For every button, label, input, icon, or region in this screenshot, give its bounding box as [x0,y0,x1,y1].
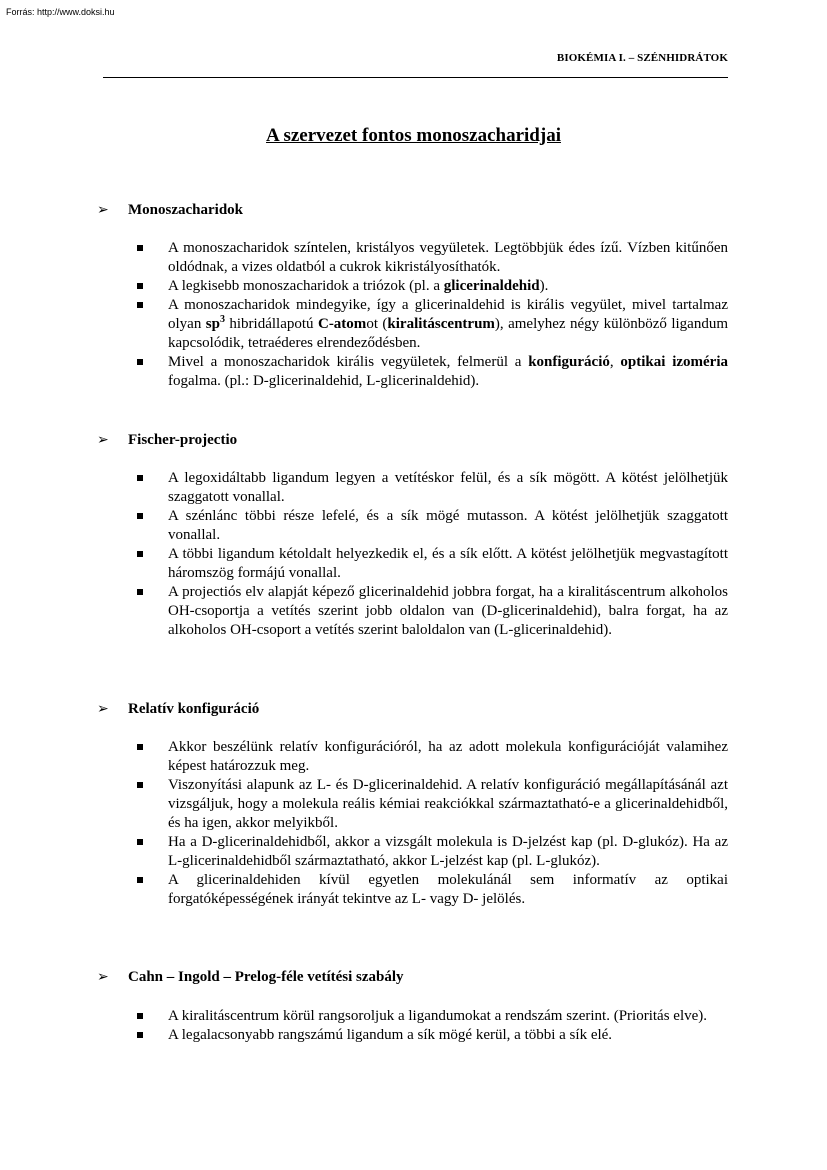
square-bullet-icon [137,302,143,308]
square-bullet-icon [137,839,143,845]
text-segment: A legoxidáltabb ligandum legyen a vetítéskor felül, és a sík mögött. A kötést jelölhetjük szaggatott vonallal. [168,470,728,505]
section-heading [97,432,237,449]
square-bullet-icon [137,283,143,289]
text-segment: optikai izoméria [620,354,728,370]
text-segment: Ha a D-glicerinaldehidből, akkor a vizsgált molekula is D-jelzést kap (pl. D-glukóz). Ha az L-glicerinaldehidből származtatható, akkor L-jelzést kap (pl. L-glukóz). [168,834,728,869]
section-heading [97,969,404,986]
text-segment: C-atom [317,316,367,332]
text-segment: kiralitáscentrum [387,316,495,332]
square-bullet-icon [137,782,143,788]
list-item [137,776,728,833]
text-segment: A kiralitáscentrum körül rangsoroljuk a ligandumokat a rendszám szerint. (Prioritás elve). [168,1008,708,1024]
text-segment: hibridállapotú [224,316,318,332]
text-segment: A projectiós elv alapját képező glicerinaldehid jobbra forgat, ha a kiralitáscentrum alkoholos OH-csoportja a vetítés szerint jobb oldalon van (D-glicerinaldehid), balra forgat, ha az alkoholos OH-csoport a vetítés szerint baloldalon van (L-glicerinaldehid). [168,584,728,638]
text-segment: Viszonyítási alapunk az L- és D-glicerinaldehid. A relatív konfiguráció megállapításánál azt vizsgáljuk, hogy a molekula reális kémiai reakciókkal származtatható-e a glicerinaldehidből, és ha igen, akkor melyikből. [168,777,728,831]
text-segment: A monoszacharidok színtelen, kristályos vegyületek. Legtöbbjük édes ízű. Vízben kitűnően oldódnak, a vizes oldatból a cukrok kikristályosíthatók. [168,240,728,275]
list-item [137,833,728,871]
text-segment: Akkor beszélünk relatív konfigurációról, ha az adott molekula konfigurációját valamihez képest határozzuk meg. [168,739,728,774]
text-segment: A monoszacharidok mindegyike, így a glicerinaldehid is királis vegyület, mivel tartalmaz olyan [168,297,728,332]
text-segment: ot ( [366,316,388,332]
text-segment: sp [205,316,220,332]
section-heading [97,202,243,219]
section-heading [97,701,259,718]
list-item [137,738,728,776]
bullet-list [137,738,728,909]
square-bullet-icon [137,877,143,883]
page-title: A szervezet fontos monoszacharidjai [266,125,561,146]
section-heading-text: Fischer-projectio [128,432,238,448]
square-bullet-icon [137,551,143,557]
square-bullet-icon [137,245,143,251]
text-segment: , [609,354,621,370]
square-bullet-icon [137,744,143,750]
running-header: BIOKÉMIA I. – SZÉNHIDRÁTOK [556,52,728,64]
text-segment: glicerinaldehid [443,278,540,294]
arrow-bullet-icon: ➢ [97,702,109,717]
text-segment: Mivel a monoszacharidok királis vegyületek, felmerül a [168,354,529,370]
header-rule [103,77,728,78]
text-segment: A többi ligandum kétoldalt helyezkedik el, és a sík előtt. A kötést jelölhetjük megvastagított háromszög formájú vonallal. [168,546,728,581]
square-bullet-icon [137,1013,143,1019]
text-segment: ), amelyhez négy különböző ligandum kapcsolódik, tetraéderes elrendeződésben. [168,316,729,351]
section-heading-text: Cahn – Ingold – Prelog-féle vetítési szabály [128,969,404,985]
list-item [137,1026,728,1045]
text-segment: A szénlánc többi része lefelé, és a sík mögé mutasson. A kötést jelölhetjük szaggatott vonallal. [168,508,728,543]
text-segment: konfiguráció [528,354,610,370]
section-heading-text: Monoszacharidok [128,202,244,218]
square-bullet-icon [137,359,143,365]
list-item [137,545,728,583]
text-segment: A glicerinaldehiden kívül egyetlen molekulánál sem informatív az optikai forgatóképességének irányát tekintve az L- vagy D- jelölés. [168,872,728,907]
section-heading-text: Relatív konfiguráció [128,701,260,717]
list-item [137,507,728,545]
bullet-list [137,469,728,640]
list-item [137,277,728,296]
text-segment: 3 [219,314,225,325]
square-bullet-icon [137,589,143,595]
text-segment: A legalacsonyabb rangszámú ligandum a sík mögé kerül, a többi a sík elé. [168,1027,613,1043]
list-item [137,239,728,277]
arrow-bullet-icon: ➢ [97,433,109,448]
text-segment: fogalma. (pl.: D-glicerinaldehid, L-glicerinaldehid). [168,373,480,389]
list-item [137,469,728,507]
list-item [137,1007,728,1026]
bullet-list [137,1007,728,1045]
arrow-bullet-icon: ➢ [97,203,109,218]
square-bullet-icon [137,513,143,519]
list-item [137,583,728,640]
source-url: Forrás: http://www.doksi.hu [6,7,115,17]
list-item [137,353,728,391]
list-item [137,871,728,909]
square-bullet-icon [137,475,143,481]
text-segment: ). [539,278,549,294]
list-item [137,296,728,353]
square-bullet-icon [137,1032,143,1038]
bullet-list [137,239,728,391]
text-segment: A legkisebb monoszacharidok a triózok (pl. a [168,278,444,294]
arrow-bullet-icon: ➢ [97,970,109,985]
